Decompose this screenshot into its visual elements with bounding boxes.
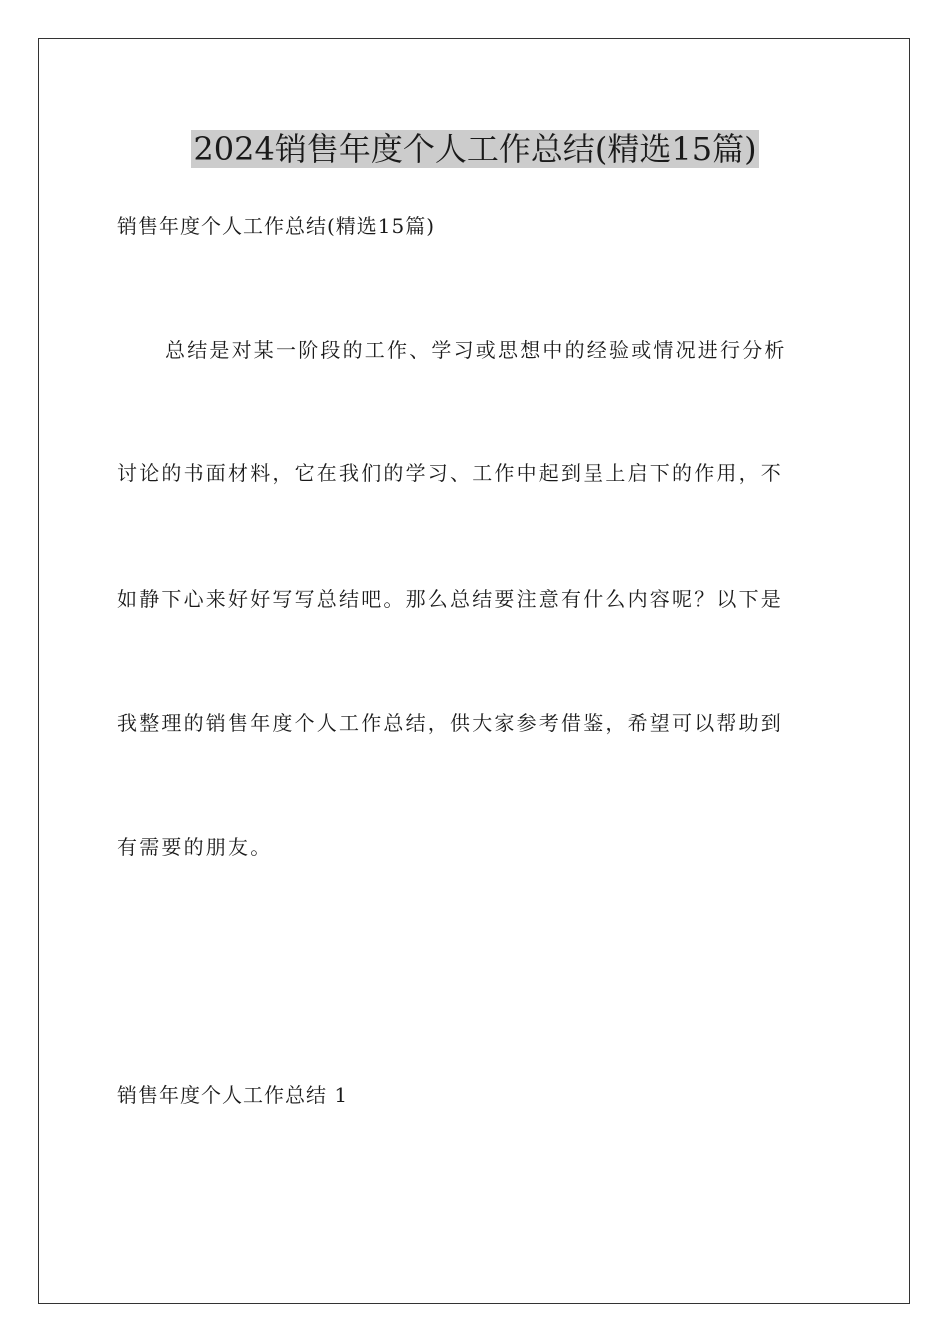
intro-line-2: 讨论的书面材料，它在我们的学习、工作中起到呈上启下的作用，不 (117, 461, 783, 485)
section-heading: 销售年度个人工作总结 1 (117, 1083, 349, 1107)
intro-line-4: 我整理的销售年度个人工作总结，供大家参考借鉴，希望可以帮助到 (117, 711, 783, 735)
intro-line-1: 总结是对某一阶段的工作、学习或思想中的经验或情况进行分析 (165, 338, 787, 362)
intro-line-3: 如静下心来好好写写总结吧。那么总结要注意有什么内容呢？以下是 (117, 587, 783, 611)
document-title-text: 2024销售年度个人工作总结(精选15篇) (193, 130, 757, 168)
document-subtitle: 销售年度个人工作总结(精选15篇) (117, 214, 436, 238)
intro-line-5: 有需要的朋友。 (117, 835, 273, 859)
document-title (0, 128, 950, 170)
